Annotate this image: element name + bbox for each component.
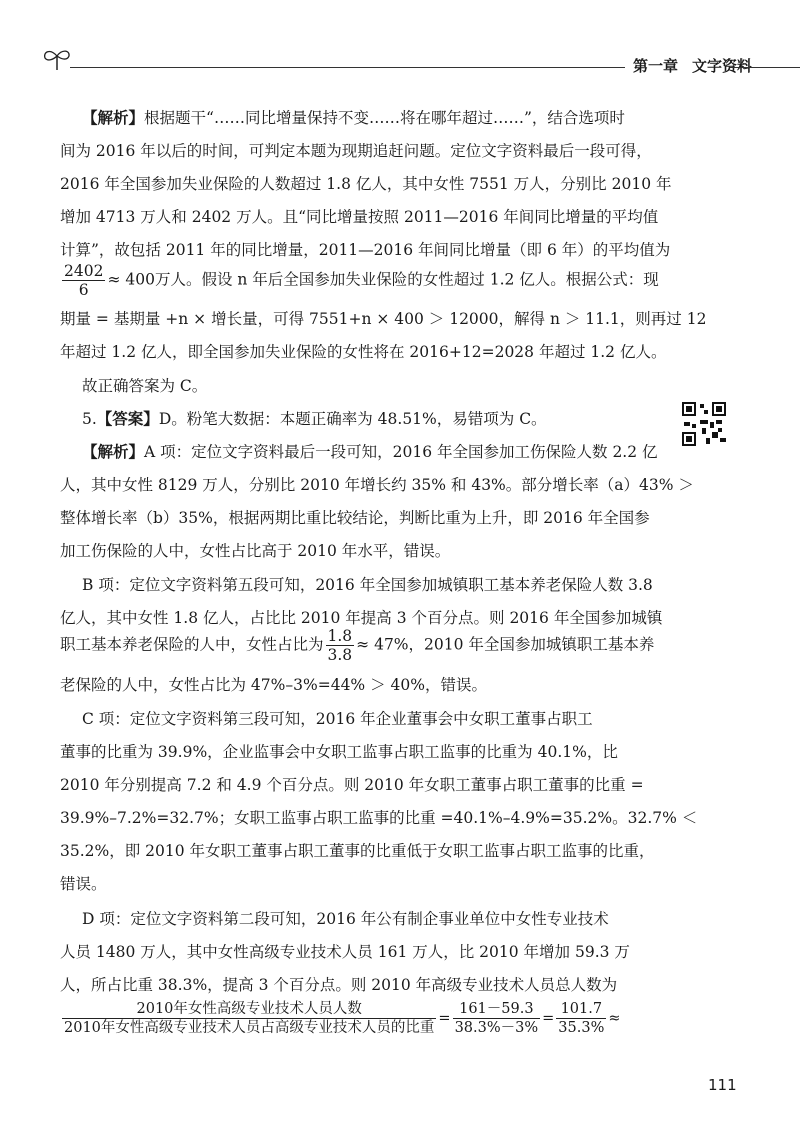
header-rule-right	[730, 67, 800, 68]
pA-line-3: 整体增长率（b）35%，根据两期比重比较结论，判断比重为上升，即 2016 年全国参	[60, 509, 650, 527]
pC-line-4: 39.9%–7.2%=32.7%；女职工监事占职工监事的比重 =40.1%–4.9%=35.2%。32.7% ＜	[60, 809, 698, 827]
fraction-101.7	[556, 1000, 606, 1037]
q5-answer-line	[82, 409, 547, 429]
pB-line-1: B 项：定位文字资料第五段可知，2016 年全国参加城镇职工基本养老保险人数 3.8	[82, 576, 653, 594]
fraction-2402-6	[62, 262, 105, 299]
fraction-denominator: 6	[78, 281, 89, 299]
fraction-denominator: 3.8	[327, 646, 353, 664]
pD-line-2: 人员 1480 万人，其中女性高级专业技术人员 161 万人，比 2010 年增加 59.3 万	[60, 943, 630, 961]
fraction-numerator: 1.8	[327, 627, 353, 645]
p1-text-6: ≈ 400万人。假设 n 年后全国参加失业保险的女性超过 1.2 亿人。根据公式：现	[107, 270, 659, 289]
pB-text-3a: 职工基本养老保险的人中，女性占比为	[60, 635, 324, 654]
fraction-numerator: 2010年女性高级专业技术人员人数	[62, 1000, 436, 1019]
pB-line-3	[60, 627, 654, 664]
fraction-denominator: 35.3%	[558, 1020, 605, 1036]
fraction-denominator: 38.3%－3%	[454, 1020, 539, 1036]
answer-line: 故正确答案为 C。	[82, 377, 208, 395]
fraction-1.8-3.8	[326, 627, 355, 664]
pB-line-4: 老保险的人中，女性占比为 47%–3%=44% ＞ 40%，错误。	[60, 676, 487, 694]
pD-formula-line	[60, 1000, 621, 1037]
p1-line-8: 年超过 1.2 亿人，即全国参加失业保险的女性将在 2016+12=2028 年超过 1.2 亿人。	[60, 343, 667, 361]
pC-line-1: C 项：定位文字资料第三段可知，2016 年企业董事会中女职工董事占职工	[82, 710, 593, 728]
chapter-title: 文字资料	[692, 57, 753, 75]
pC-line-2: 董事的比重为 39.9%，企业监事会中女职工监事占职工监事的比重为 40.1%，比	[60, 743, 618, 761]
p1-line-5: 计算”，故包括 2011 年的同比增量，2011—2016 年间同比增量（即 6 年）的平均值为	[60, 241, 671, 259]
q5-number: 5.	[82, 410, 97, 428]
fraction-numerator: 161－59.3	[453, 1000, 541, 1019]
p1-line-2: 间为 2016 年以后的时间，可判定本题为现期追赶问题。定位文字资料最后一段可得，	[60, 142, 652, 160]
sprout-logo-icon	[40, 46, 74, 72]
pB-text-3b: ≈ 47%，2010 年全国参加城镇职工基本养	[356, 635, 655, 654]
fraction-women-senior-tech	[62, 1000, 436, 1037]
fraction-numerator: 101.7	[556, 1000, 606, 1019]
pA-line-4: 加工伤保险的人中，女性占比高于 2010 年水平，错误。	[60, 542, 451, 560]
p1-line-4: 增加 4713 万人和 2402 万人。且“同比增量按照 2011—2016 年间同比增量的平均值	[60, 208, 659, 226]
pD-line-1: D 项：定位文字资料第二段可知，2016 年公有制企事业单位中女性专业技术	[82, 910, 609, 928]
p1-line-7: 期量 = 基期量 +n × 增长量，可得 7551+n × 400 ＞ 12000，解得 n ＞ 11.1，则再过 12	[60, 310, 707, 328]
analysis-tag: 【解析】	[82, 442, 145, 461]
equals-sign: =	[542, 1010, 555, 1027]
fraction-numerator: 2402	[64, 262, 104, 280]
pC-line-6: 错误。	[60, 875, 107, 893]
pA-line-1	[82, 442, 658, 462]
pB-line-2: 亿人，其中女性 1.8 亿人，占比比 2010 年提高 3 个百分点。则 2016 年全国参加城镇	[60, 609, 663, 627]
pA-line-2: 人，其中女性 8129 万人，分别比 2010 年增长约 35% 和 43%。部分增长率（a）43% ＞	[60, 476, 694, 494]
p1-line-1	[82, 108, 625, 128]
answer-tag: 【答案】	[96, 409, 159, 428]
pD-line-3: 人，所占比重 38.3%，提高 3 个百分点。则 2010 年高级专业技术人员总人数为	[60, 976, 618, 994]
page-header	[40, 44, 760, 84]
fraction-161-59.3	[453, 1000, 541, 1037]
pC-line-3: 2010 年分别提高 7.2 和 4.9 个百分点。则 2010 年女职工董事占职工董事的比重 =	[60, 776, 644, 794]
approx-sign: ≈	[608, 1010, 621, 1027]
qr-code-icon	[680, 400, 728, 448]
pA-text-1: A 项：定位文字资料最后一段可知，2016 年全国参加工伤保险人数 2.2 亿	[144, 443, 658, 461]
chapter-label: 第一章	[633, 57, 679, 75]
p1-line-3: 2016 年全国参加失业保险的人数超过 1.8 亿人，其中女性 7551 万人，分别比 2010 年	[60, 175, 672, 193]
chapter-heading	[633, 55, 766, 76]
pC-line-5: 35.2%，即 2010 年女职工董事占职工董事的比重低于女职工监事占职工监事的比重，	[60, 842, 655, 860]
p1-line-6	[60, 262, 659, 299]
p1-text-1: 根据题干“……同比增量保持不变……将在哪年超过……”，结合选项时	[144, 109, 625, 127]
page-number: 111	[708, 1076, 737, 1094]
equals-sign: =	[438, 1010, 451, 1027]
header-rule	[70, 67, 625, 68]
q5-answer-text: D。粉笔大数据：本题正确率为 48.51%，易错项为 C。	[158, 410, 547, 428]
analysis-tag: 【解析】	[82, 108, 145, 127]
fraction-denominator: 2010年女性高级专业技术人员占高级专业技术人员的比重	[64, 1020, 435, 1036]
